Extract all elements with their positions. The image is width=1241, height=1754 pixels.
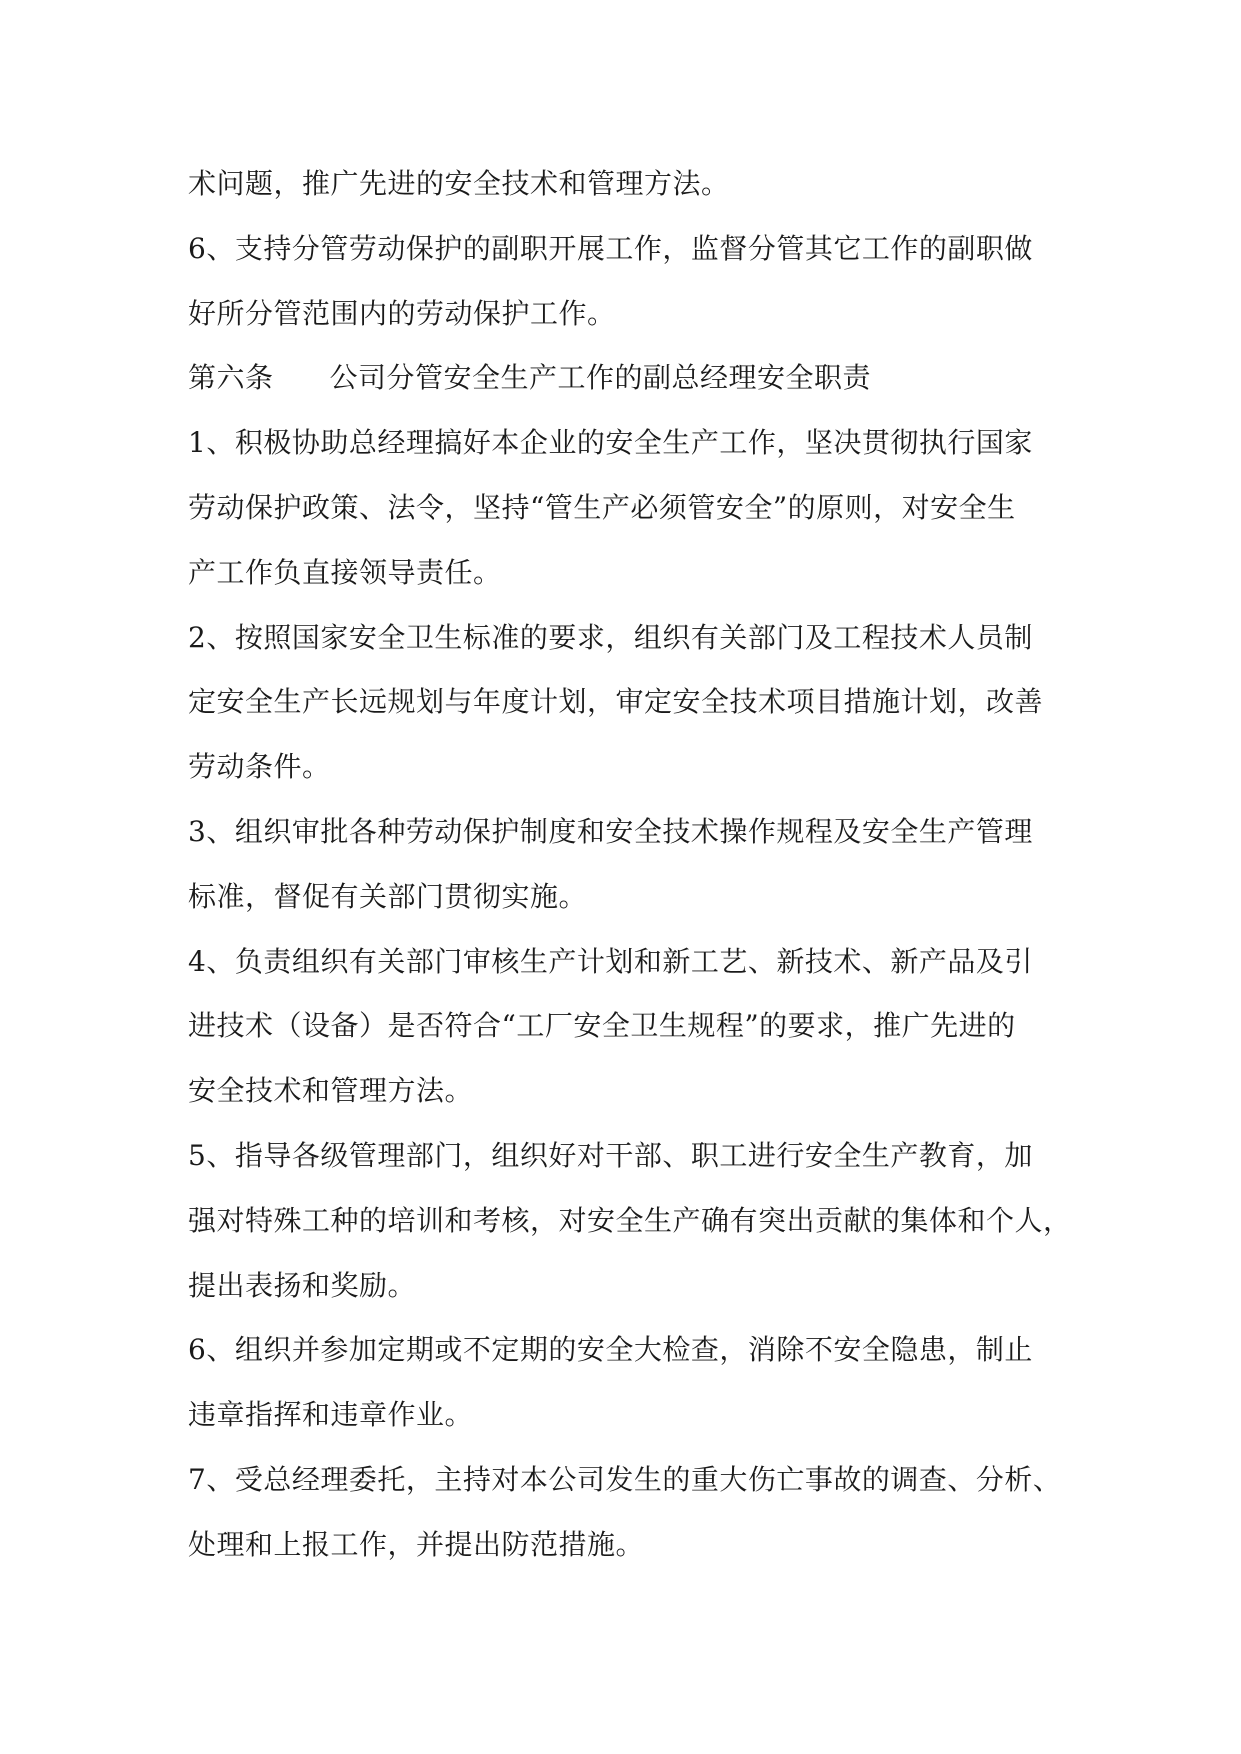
text-line: 违章指挥和违章作业。	[188, 1398, 474, 1432]
article-heading	[188, 346, 1068, 411]
text-line: 安全技术和管理方法。	[188, 1074, 474, 1108]
article-number: 第六条	[188, 361, 274, 395]
text-line: 7、受总经理委托，主持对本公司发生的重大伤亡事故的调查、分析、	[188, 1462, 1062, 1496]
text-line: 3、组织审批各种劳动保护制度和安全技术操作规程及安全生产管理	[188, 814, 1033, 848]
text-line: 产工作负直接领导责任。	[188, 555, 502, 589]
text-line: 1、积极协助总经理搞好本企业的安全生产工作，坚决贯彻执行国家	[188, 426, 1033, 460]
text-line: 处理和上报工作，并提出防范措施。	[188, 1527, 645, 1561]
text-line: 2、按照国家安全卫生标准的要求，组织有关部门及工程技术人员制	[188, 620, 1033, 654]
text-line: 进技术（设备）是否符合“工厂安全卫生规程”的要求，推广先进的	[188, 1009, 1016, 1043]
text-line: 4、负责组织有关部门审核生产计划和新工艺、新技术、新产品及引	[188, 944, 1033, 978]
text-line: 术问题，推广先进的安全技术和管理方法。	[188, 167, 730, 200]
text-line: 5、指导各级管理部门，组织好对干部、职工进行安全生产教育，加	[188, 1138, 1033, 1172]
text-line: 6、组织并参加定期或不定期的安全大检查，消除不安全隐患，制止	[188, 1333, 1033, 1367]
text-line: 定安全生产长远规划与年度计划，审定安全技术项目措施计划，改善	[188, 685, 1044, 719]
text-line: 提出表扬和奖励。	[188, 1268, 417, 1302]
text-line: 好所分管范围内的劳动保护工作。	[188, 296, 616, 330]
text-line: 劳动条件。	[188, 750, 331, 784]
article-title: 公司分管安全生产工作的副总经理安全职责	[329, 361, 872, 395]
document-body	[188, 152, 1072, 1578]
text-line: 劳动保护政策、法令，坚持“管生产必须管安全”的原则，对安全生	[188, 490, 1016, 524]
text-line: 强对特殊工种的培训和考核，对安全生产确有突出贡献的集体和个人，	[188, 1203, 1072, 1237]
text-line: 6、支持分管劳动保护的副职开展工作，监督分管其它工作的副职做	[188, 231, 1033, 265]
text-line: 标准，督促有关部门贯彻实施。	[188, 879, 588, 913]
